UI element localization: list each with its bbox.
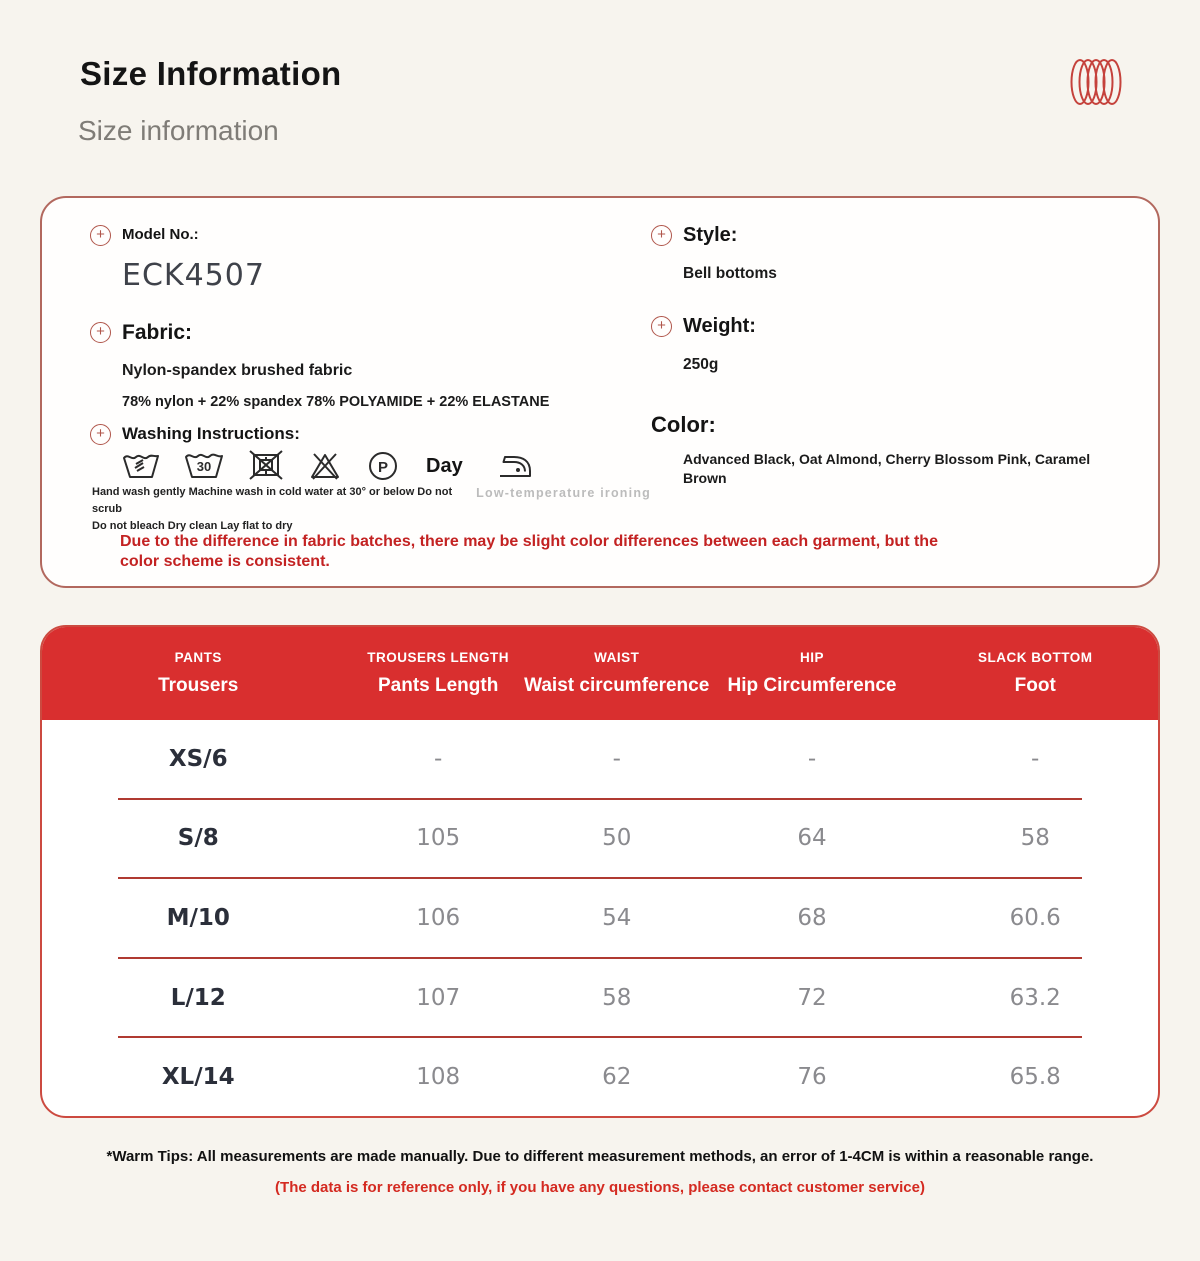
washing-row (90, 423, 651, 445)
fabric-disclaimer: Due to the difference in fabric batches, there may be slight color differences between each garment, but the color scheme is consistent. (120, 533, 938, 570)
style-label: Style: (683, 224, 738, 246)
cell-value: 64 (797, 825, 827, 852)
header-pants-top: PANTS (174, 650, 222, 665)
header-waist (522, 650, 712, 697)
header-waist-bottom: Waist circumference (524, 675, 710, 696)
washing-captions (92, 484, 651, 535)
cell-value: 105 (416, 825, 461, 852)
header-hip (712, 650, 913, 697)
fabric-name: Nylon-spandex brushed fabric (122, 362, 353, 379)
cell-value: 58 (1020, 825, 1050, 852)
style-row (651, 224, 1110, 247)
cell-value: 65.8 (1009, 1064, 1061, 1091)
cell-value: 62 (602, 1064, 632, 1091)
hand-wash-icon (122, 448, 160, 482)
row-size-label: XL/14 (161, 1064, 235, 1091)
style-value: Bell bottoms (683, 265, 777, 282)
washing-caption-line1: Hand wash gently Machine wash in cold water at 30° or below Do not scrub (92, 486, 453, 516)
washing-caption-line2: Do not bleach Dry clean Lay flat to dry (92, 520, 293, 533)
cell-value: 76 (797, 1064, 827, 1091)
cell-value: 58 (602, 984, 632, 1011)
header-waist-top: WAIST (594, 650, 640, 665)
circle-plus-icon: + (651, 316, 672, 337)
cell-value: 106 (416, 904, 461, 931)
table-row (42, 879, 1158, 957)
spiral-coil-icon (1067, 55, 1125, 114)
warm-tips: *Warm Tips: All measurements are made manually. Due to different measurement methods, an error of 1-4CM is within a reasonable range. (106, 1148, 1094, 1165)
circle-plus-icon: + (90, 225, 111, 246)
machine-wash-30-icon (184, 448, 224, 482)
color-label: Color: (651, 412, 716, 437)
table-row (42, 1038, 1158, 1116)
fabric-composition: 78% nylon + 22% spandex 78% POLYAMIDE + 22% ELASTANE (122, 394, 550, 410)
size-table-header (42, 627, 1158, 720)
row-size-label: M/10 (166, 904, 230, 931)
circle-plus-icon: + (90, 424, 111, 445)
fabric-label: Fabric: (122, 321, 193, 344)
weight-value: 250g (683, 356, 719, 373)
row-size-label: XS/6 (168, 745, 228, 772)
cell-value: 72 (797, 984, 827, 1011)
do-not-tumble-icon (248, 448, 284, 482)
cell-value: 63.2 (1009, 984, 1061, 1011)
washing-icons-row (122, 448, 651, 482)
table-row (42, 959, 1158, 1037)
washing-label: Washing Instructions: (122, 424, 300, 443)
cell-value: - (807, 745, 817, 772)
info-right-column (651, 224, 1110, 535)
cell-value: 60.6 (1009, 904, 1061, 931)
row-size-label: L/12 (170, 984, 226, 1011)
model-value: ECK4507 (122, 258, 265, 293)
iron-icon (497, 448, 533, 482)
svg-text:30: 30 (196, 459, 212, 474)
header-slack-bottom-top: SLACK BOTTOM (977, 650, 1093, 665)
header-hip-top: HIP (800, 650, 825, 665)
model-row (90, 224, 651, 246)
cell-value: - (1031, 745, 1040, 772)
reference-note: (The data is for reference only, if you have any questions, please contact customer service) (275, 1179, 925, 1196)
table-row (42, 800, 1158, 878)
header-pants-bottom: Trousers (158, 675, 239, 696)
weight-row (651, 315, 1110, 338)
model-label: Model No.: (122, 226, 199, 243)
size-table (40, 625, 1160, 1118)
page-title: Size Information (80, 55, 342, 92)
table-row (42, 720, 1158, 798)
cell-value: - (612, 745, 621, 772)
row-size-label: S/8 (177, 825, 219, 852)
dry-clean-p-icon (366, 448, 400, 482)
do-not-bleach-icon (308, 448, 342, 482)
cell-value: 54 (602, 904, 632, 931)
cell-value: 108 (416, 1064, 461, 1091)
header-trousers-length (354, 650, 521, 697)
header-slack-bottom (912, 650, 1158, 697)
iron-note: Low-temperature ironing (476, 486, 651, 500)
product-info-card (40, 196, 1160, 588)
footer-notes (0, 1148, 1200, 1196)
header-pants (42, 650, 354, 697)
cell-value: 50 (602, 825, 632, 852)
color-value: Advanced Black, Oat Almond, Cherry Blossom Pink, Caramel Brown (683, 451, 1091, 486)
circle-plus-icon: + (90, 322, 111, 343)
page-subtitle: Size information (78, 115, 279, 146)
info-left-column (90, 224, 651, 535)
size-table-body (42, 720, 1158, 1116)
weight-label: Weight: (683, 315, 756, 337)
fabric-row (90, 321, 651, 345)
cell-value: 107 (416, 984, 461, 1011)
cell-value: 68 (797, 904, 827, 931)
circle-plus-icon: + (651, 225, 672, 246)
header-slack-bottom-bottom: Foot (1014, 675, 1056, 696)
header-trousers-length-top: TROUSERS LENGTH (367, 650, 510, 665)
header-hip-bottom: Hip Circumference (727, 675, 897, 696)
cell-value: - (434, 745, 443, 772)
page-header (80, 55, 1125, 147)
svg-text:P: P (377, 459, 389, 476)
day-label: Day (426, 455, 463, 477)
header-trousers-length-bottom: Pants Length (377, 675, 499, 696)
